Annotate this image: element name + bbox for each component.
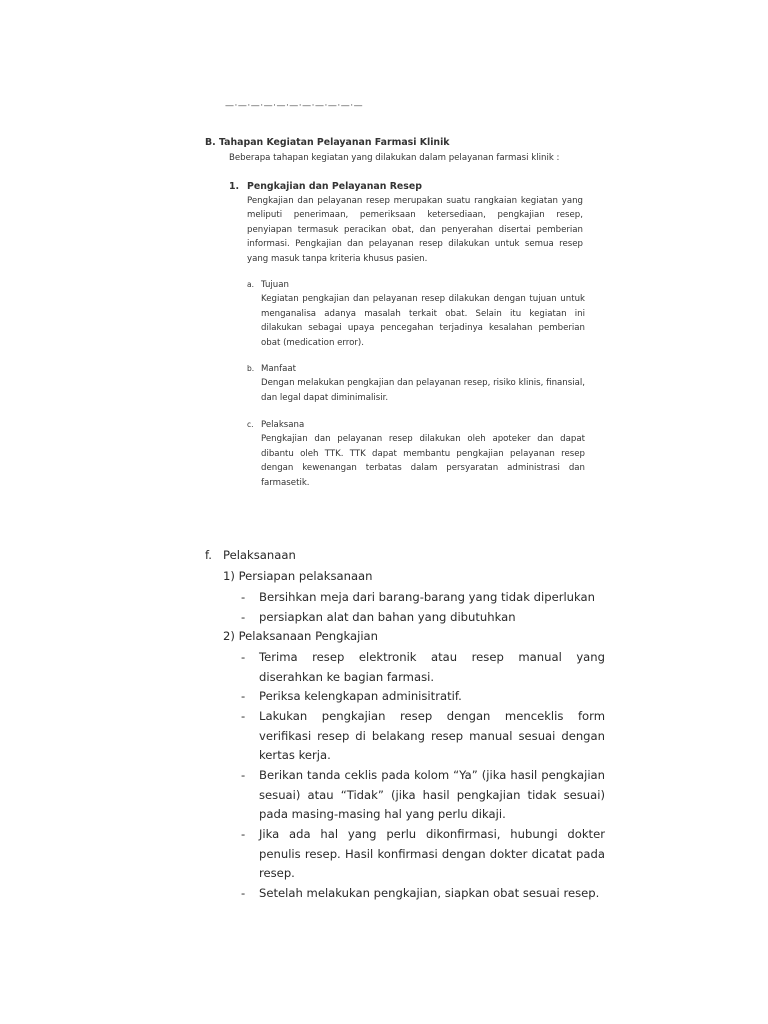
- dash-bullet: -: [241, 650, 246, 664]
- list-item-text: Lakukan pengkajian resep dengan menceklis form verifikasi resep di belakang resep manual sesuai dengan kertas kerja.: [259, 709, 605, 762]
- step-persiapan: 1) Persiapan pelaksanaan: [223, 569, 373, 583]
- list-item-text: persiapkan alat dan bahan yang dibutuhkan: [259, 610, 516, 624]
- subsection-title: Manfaat: [261, 364, 297, 374]
- list-item: [241, 648, 605, 687]
- subsection-manfaat: [247, 362, 587, 405]
- subsection-letter: b.: [247, 364, 255, 373]
- subsection-body: Kegiatan pengkajian dan pelayanan resep dilakukan dengan tujuan untuk menganalisa adanya masalah terkait obat. Selain itu kegiatan ini dilakukan sebagai upaya pencegahan terjadinya kesalahan pemberian obat (medication error).: [261, 294, 585, 348]
- dash-bullet: -: [241, 768, 246, 782]
- list-item: [241, 608, 605, 628]
- subsection-pelaksana: [247, 418, 587, 490]
- dash-bullet: -: [241, 827, 246, 841]
- section-f-label: f.: [205, 548, 212, 562]
- subsection-letter: c.: [247, 420, 254, 429]
- list-item: [241, 687, 605, 707]
- item1-number: 1.: [229, 181, 240, 192]
- item1-body: Pengkajian dan pelayanan resep merupakan suatu rangkaian kegiatan yang meliputi penerimaan, pemeriksaan ketersediaan, pengkajian resep, penyiapan termasuk peracikan obat, dan penyerahan disertai pemberian informasi. Pengkajian dan pelayanan resep dilakukan untuk semua resep yang masuk tanpa kriteria khusus pasien.: [247, 196, 583, 264]
- subsection-tujuan: [247, 278, 587, 350]
- list-item-text: Jika ada hal yang perlu dikonfirmasi, hubungi dokter penulis resep. Hasil konfirmasi dengan dokter dicatat pada resep.: [259, 827, 605, 880]
- list-item: [241, 825, 605, 884]
- subsection-title: Tujuan: [261, 280, 289, 290]
- item1-title: [229, 180, 422, 194]
- list-item-text: Berikan tanda ceklis pada kolom “Ya” (jika hasil pengkajian sesuai) atau “Tidak” (jika hasil pengkajian tidak sesuai) pada masing-masing hal yang perlu dikaji.: [259, 768, 605, 821]
- subsection-letter: a.: [247, 280, 254, 289]
- list-item-text: Setelah melakukan pengkajian, siapkan obat sesuai resep.: [259, 886, 600, 900]
- list-item: [241, 884, 605, 904]
- cutoff-text: —·—·—·—·—·—·—·—·—·—·—: [225, 101, 364, 111]
- dash-bullet: -: [241, 689, 246, 703]
- dash-bullet: -: [241, 590, 246, 604]
- list-item: [241, 766, 605, 825]
- list-item: [241, 707, 605, 766]
- section-b-title: B. Tahapan Kegiatan Pelayanan Farmasi Klinik: [205, 137, 450, 148]
- dash-bullet: -: [241, 886, 246, 900]
- subsection-body: Pengkajian dan pelayanan resep dilakukan oleh apoteker dan dapat dibantu oleh TTK. TTK dapat membantu pengkajian pelayanan resep dengan kewenangan terbatas dalam persyaratan administrasi dan farmasetik.: [261, 434, 585, 488]
- dash-bullet: -: [241, 709, 246, 723]
- section-b-intro: Beberapa tahapan kegiatan yang dilakukan dalam pelayanan farmasi klinik :: [229, 153, 560, 163]
- section-f-title: [205, 548, 296, 562]
- list-item-text: Bersihkan meja dari barang-barang yang tidak diperlukan: [259, 590, 595, 604]
- step-pengkajian: 2) Pelaksanaan Pengkajian: [223, 629, 378, 643]
- section-f-title-text: Pelaksanaan: [223, 548, 296, 562]
- item1-title-text: Pengkajian dan Pelayanan Resep: [247, 181, 422, 192]
- list-item: [241, 588, 605, 608]
- dash-bullet: -: [241, 610, 246, 624]
- subsection-body: Dengan melakukan pengkajian dan pelayanan resep, risiko klinis, finansial, dan legal dapat diminimalisir.: [261, 378, 585, 403]
- subsection-title: Pelaksana: [261, 420, 305, 430]
- list-item-text: Terima resep elektronik atau resep manual yang diserahkan ke bagian farmasi.: [259, 650, 605, 684]
- cutoff-text-line: [225, 101, 425, 113]
- list-item-text: Periksa kelengkapan adminisitratif.: [259, 689, 462, 703]
